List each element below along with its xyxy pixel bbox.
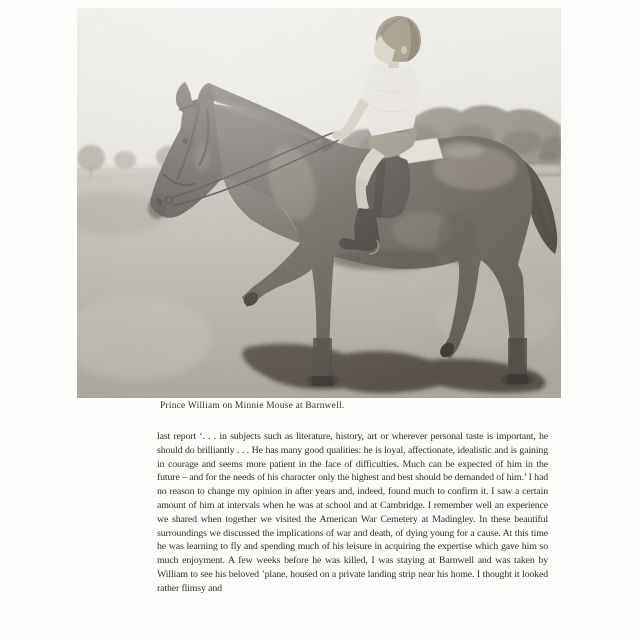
photo-prince-william-on-pony [77, 8, 561, 398]
photo-figure [77, 8, 561, 398]
photo-caption: Prince William on Minnie Mouse at Barnwell. [160, 401, 345, 411]
body-paragraph: last report ‘. . . in subjects such as literature, history, art or wherever personal taste is important, he should do brilliantly . . . He has many good qualities: he is loyal, affectionate, idealistic and is gaining in courage and seems more patient in the face of difficulties. Much can be expected of him in the future – and for the needs of his character only the highest and best should be demanded of him.’ I had no reason to change my opinion in after years and, indeed, found much to confirm it. I saw a certain amount of him at intervals when he was at school and at Cambridge. I remember well an experience we shared when together we visited the American War Cemetery at Madingley. In these beautiful surroundings we discussed the implications of war and death, of dying young for a cause. At this time he was learning to fly and spending much of his leisure in acquiring the expertise which gave him so much enjoyment. A few weeks before he was killed, I was staying at Barnwell and was taken by William to see his beloved ’plane, housed on a private landing strip near his home. I thought it looked rather flimsy and [157, 431, 548, 594]
